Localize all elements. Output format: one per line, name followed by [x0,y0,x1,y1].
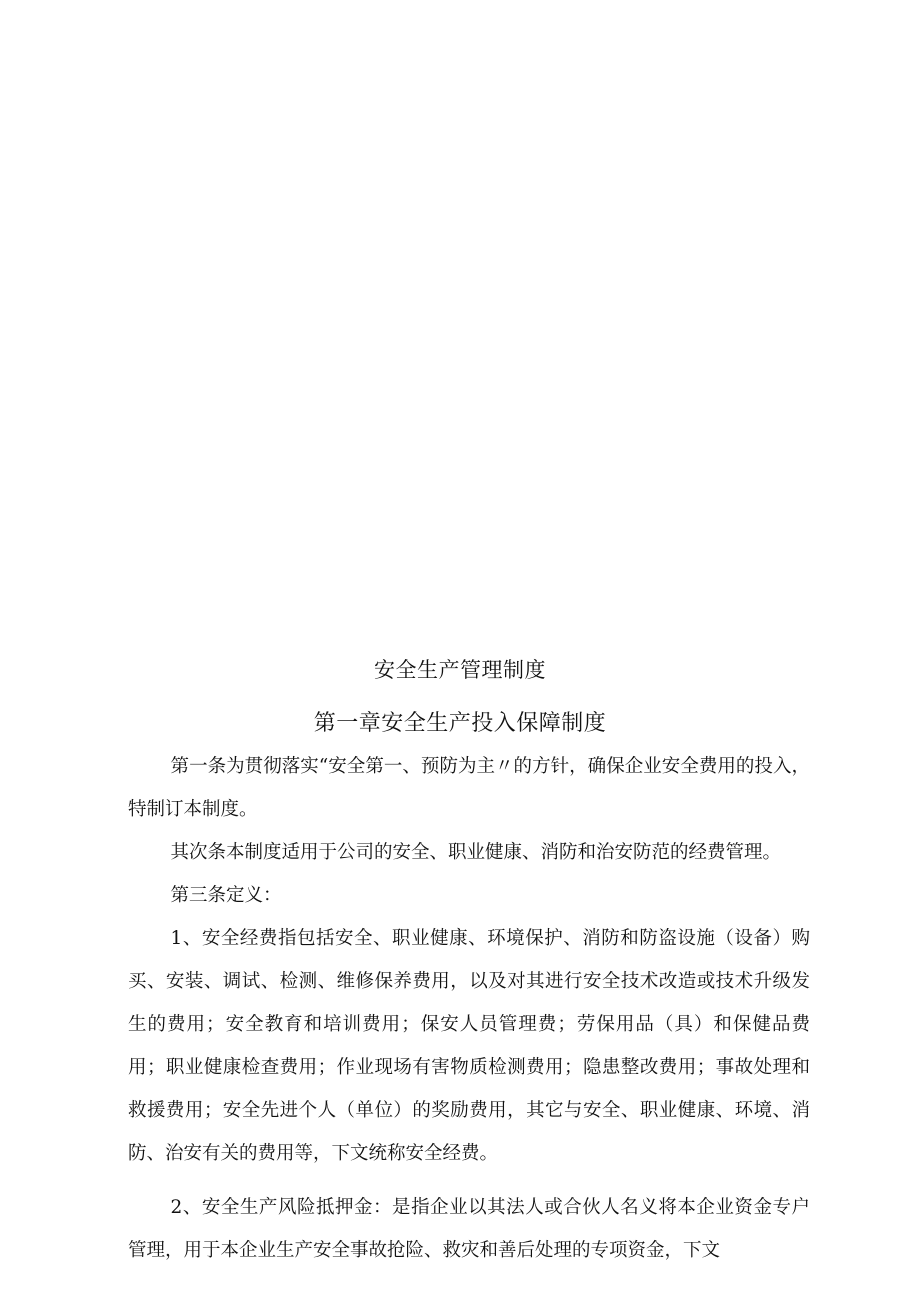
paragraph-article-2: 其次条本制度适用于公司的安全、职业健康、消防和治安防范的经费管理。 [170,842,782,863]
chapter-title: 第一章安全生产投入保障制度 [313,711,607,736]
paragraph-article-1: 第一条为贯彻落实“安全第一、预防为主〃的方针，确保企业安全费用的投入，特制订本制度。 [128,756,810,820]
document-title: 安全生产管理制度 [374,658,546,682]
document-body [128,745,810,1272]
paragraph-definition-2: 2、安全生产风险抵押金：是指企业以其法人或合伙人名义将本企业资金专户管理，用于本企业生产安全事故抢险、救灾和善后处理的专项资金，下文 [128,1197,810,1261]
paragraph-definition-1: 1、安全经费指包括安全、职业健康、环境保护、消防和防盗设施（设备）购买、安装、调试、检测、维修保养费用，以及对其进行安全技术改造或技术升级发生的费用；安全教育和培训费用；保安人员管理费；劳保用品（具）和保健品费用；职业健康检查费用；作业现场有害物质检测费用；隐患整改费用；事故处理和救援费用；安全先进个人（单位）的奖励费用，其它与安全、职业健康、环境、消防、治安有关的费用等，下文统称安全经费。 [128,928,810,1164]
paragraph-article-3: 第三条定义： [170,885,282,906]
